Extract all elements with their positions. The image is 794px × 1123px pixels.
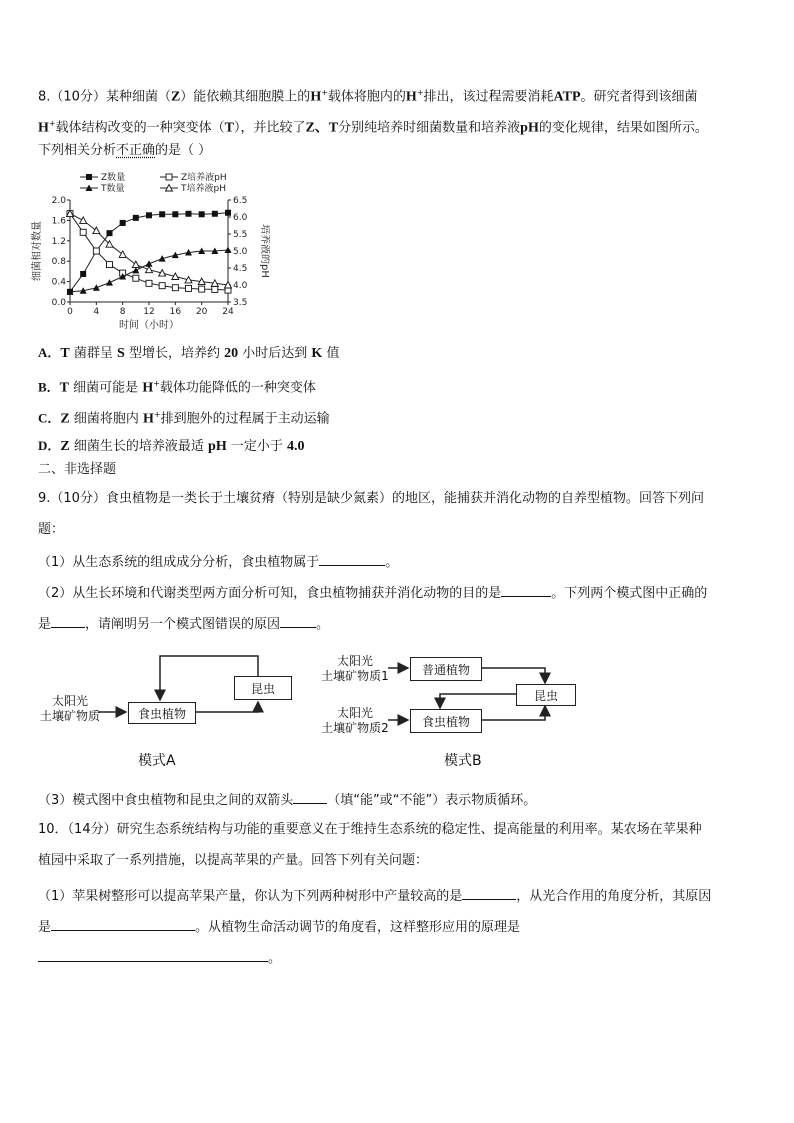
y-tick-label-right: 4.5 bbox=[233, 264, 248, 274]
y-axis-label-left: 细菌相对数量 bbox=[32, 221, 43, 281]
x-tick-label: 8 bbox=[119, 307, 126, 317]
y-tick-label-left: 0.0 bbox=[51, 298, 66, 308]
q8-line1 bbox=[38, 84, 756, 106]
text: H bbox=[38, 120, 49, 136]
text: T bbox=[224, 120, 234, 136]
answer-blank[interactable] bbox=[51, 614, 85, 628]
diagram-b-label: 模式B bbox=[444, 753, 482, 769]
legend-label: Z培养液pH bbox=[181, 173, 227, 183]
q8-line2 bbox=[38, 115, 756, 137]
diagram-a-inputs bbox=[40, 694, 100, 724]
legend-label: T培养液pH bbox=[181, 184, 226, 194]
text: pH bbox=[520, 120, 539, 136]
text: ）能依赖其细胞膜上的 bbox=[180, 89, 311, 105]
text: 载体将胞内的 bbox=[327, 89, 406, 105]
diagram-b-inputs-2 bbox=[320, 706, 390, 736]
option-letter: A． bbox=[38, 345, 61, 360]
carnivorous-plant-box: 食虫植物 bbox=[410, 709, 482, 733]
data-point bbox=[159, 283, 165, 289]
q9-part2-line2 bbox=[38, 614, 756, 634]
text: 太阳光 bbox=[336, 706, 373, 720]
text: ATP bbox=[553, 89, 581, 105]
option-letter: C． bbox=[38, 410, 61, 426]
insect-box: 昆虫 bbox=[516, 684, 576, 706]
text: 20 bbox=[224, 346, 239, 361]
text: 的变化规律，结果如图所示。 bbox=[538, 120, 708, 136]
x-tick-label: 16 bbox=[169, 307, 182, 317]
bacteria-ph-chart bbox=[30, 168, 270, 334]
section-heading: 二、非选择题 bbox=[38, 462, 117, 477]
text: 型增长，培养约 bbox=[128, 346, 220, 361]
text: H bbox=[405, 89, 417, 105]
data-point bbox=[146, 266, 153, 273]
text: （1）从生态系统的组成成分分析，食虫植物属于 bbox=[38, 555, 320, 570]
text: （3）模式图中食虫植物和昆虫之间的双箭头 bbox=[38, 793, 294, 808]
data-point bbox=[93, 248, 99, 254]
text: 。 bbox=[316, 617, 330, 632]
x-tick-label: 4 bbox=[93, 307, 100, 317]
option-b bbox=[38, 375, 756, 397]
y-tick-label-left: 0.8 bbox=[51, 257, 66, 268]
text: 下列相关分析 bbox=[38, 143, 117, 158]
option-letter: B． bbox=[38, 379, 60, 395]
text: T bbox=[59, 380, 70, 396]
text: 是 bbox=[38, 617, 52, 632]
superscript: + bbox=[48, 119, 56, 128]
q10-part1-line3 bbox=[38, 948, 756, 968]
data-point bbox=[80, 217, 87, 224]
x-tick-label: 12 bbox=[143, 307, 155, 317]
q9-part2-line1 bbox=[38, 583, 756, 603]
data-point bbox=[199, 286, 205, 292]
text: 8.（10分）某种细菌（ bbox=[38, 89, 171, 105]
text: 4.0 bbox=[287, 439, 305, 454]
data-point bbox=[212, 211, 218, 217]
data-point bbox=[212, 286, 218, 292]
data-point bbox=[120, 220, 126, 226]
data-point bbox=[186, 285, 192, 291]
data-point bbox=[93, 284, 100, 291]
superscript: + bbox=[416, 88, 424, 97]
answer-blank[interactable] bbox=[51, 917, 195, 931]
q8-line3 bbox=[38, 142, 756, 160]
text: ，从光合作用的角度分析，其原因 bbox=[516, 889, 712, 904]
q9-line1: 9.（10分）食虫植物是一类长于土壤贫瘠（特别是缺少氮素）的地区，能捕获并消化动物的自养型植物。回答下列问 bbox=[38, 491, 704, 506]
q10-part1-line1 bbox=[38, 886, 756, 906]
y-tick-label-right: 4.0 bbox=[233, 281, 248, 291]
answer-blank[interactable] bbox=[319, 552, 385, 566]
superscript: + bbox=[153, 410, 161, 419]
text: 是 bbox=[38, 920, 52, 935]
answer-blank[interactable] bbox=[280, 614, 316, 628]
text: H bbox=[142, 380, 154, 396]
text: T bbox=[60, 346, 70, 361]
legend-label: T数量 bbox=[101, 184, 125, 194]
text: S bbox=[117, 346, 125, 361]
y-tick-label-right: 6.5 bbox=[233, 196, 248, 206]
text: 土壤矿物质2 bbox=[321, 721, 389, 735]
data-point bbox=[146, 212, 152, 218]
emphasis-text: 不正确 bbox=[116, 143, 156, 158]
chart-legend bbox=[80, 171, 227, 194]
y-tick-label-left: 0.4 bbox=[51, 277, 66, 288]
text: ），并比较了 bbox=[233, 120, 306, 136]
q10-part1-line2 bbox=[38, 917, 756, 937]
y-tick-label-left: 1.2 bbox=[51, 236, 66, 247]
text: 太阳光 bbox=[336, 654, 373, 668]
q9-part3 bbox=[38, 790, 756, 810]
text: Z bbox=[60, 439, 70, 454]
text: 。 bbox=[268, 951, 282, 966]
text: （2）从生长环境和代谢类型两方面分析可知，食虫植物捕获并消化动物的目的是 bbox=[38, 586, 502, 601]
option-c bbox=[38, 406, 756, 428]
text: 。研究者得到该细菌 bbox=[580, 89, 698, 105]
text: 细菌生长的培养液最适 bbox=[73, 439, 204, 454]
text: 排出，该过程需要消耗 bbox=[423, 89, 554, 105]
text: 载体结构改变的一种突变体（ bbox=[55, 120, 225, 136]
data-point bbox=[133, 275, 139, 281]
diagram-b-inputs-1 bbox=[320, 654, 390, 684]
option-a bbox=[38, 344, 756, 363]
text: 值 bbox=[326, 346, 340, 361]
data-point bbox=[186, 211, 192, 217]
diagram-a-label: 模式A bbox=[138, 753, 176, 769]
text: 。下列两个模式图中正确的 bbox=[551, 586, 708, 601]
q9-part1 bbox=[38, 552, 756, 572]
chart-series bbox=[67, 210, 232, 295]
text: H bbox=[310, 89, 322, 105]
data-point bbox=[225, 210, 231, 216]
data-point bbox=[107, 262, 113, 268]
data-point bbox=[146, 280, 152, 286]
data-point bbox=[107, 230, 113, 236]
x-tick-label: 0 bbox=[67, 307, 73, 317]
q10-line1: 10．（14分）研究生态系统结构与功能的重要意义在于维持生态系统的稳定性、提高能量的利用率。某农场在苹果种 bbox=[38, 822, 702, 837]
y-tick-label-right: 5.0 bbox=[233, 247, 248, 257]
normal-plant-box: 普通植物 bbox=[410, 657, 482, 681]
text: 太阳光 bbox=[51, 694, 88, 708]
text: 土壤矿物质1 bbox=[321, 669, 389, 683]
data-point bbox=[133, 215, 139, 221]
text: H bbox=[143, 411, 154, 427]
q9-line2: 题： bbox=[38, 522, 65, 537]
y-tick-label-right: 6.0 bbox=[233, 213, 248, 223]
text: （1）苹果树整形可以提高苹果产量，你认为下列两种树形中产量较高的是 bbox=[38, 889, 463, 904]
y-tick-label-right: 3.5 bbox=[233, 298, 248, 308]
text: 的是（ ） bbox=[155, 143, 212, 158]
q10-line2: 植园中采取了一系列措施，以提高苹果的产量。回答下列有关问题： bbox=[38, 853, 429, 868]
data-point bbox=[86, 174, 92, 180]
text: （填“能”或“不能”）表示物质循环。 bbox=[327, 793, 537, 808]
text: 细菌将胞内 bbox=[73, 411, 139, 427]
data-point bbox=[199, 211, 205, 217]
answer-blank[interactable] bbox=[501, 583, 551, 597]
text: K bbox=[311, 346, 323, 361]
answer-blank[interactable] bbox=[293, 790, 327, 804]
text: 土壤矿物质 bbox=[40, 709, 101, 723]
text: 。从植物生命活动调节的角度看，这样整形应用的原理是 bbox=[195, 920, 521, 935]
text: 。 bbox=[385, 555, 399, 570]
y-tick-label-right: 5.5 bbox=[233, 230, 248, 240]
text: 一定小于 bbox=[230, 439, 283, 454]
x-tick-label: 24 bbox=[222, 307, 234, 317]
text: Z、T bbox=[305, 120, 339, 136]
x-tick-label: 20 bbox=[195, 307, 208, 317]
y-axis-label-right: 培养液的pH bbox=[259, 224, 270, 278]
y-tick-label-left: 2.0 bbox=[51, 196, 66, 206]
data-point bbox=[159, 211, 165, 217]
data-point bbox=[166, 174, 172, 180]
data-point bbox=[80, 271, 86, 277]
y-tick-label-left: 1.6 bbox=[51, 216, 66, 227]
legend-label: Z数量 bbox=[101, 173, 126, 183]
text: Z bbox=[170, 89, 181, 105]
text: 排到胞外的过程属于主动运输 bbox=[160, 411, 330, 427]
diagram-b bbox=[320, 650, 590, 770]
answer-blank[interactable] bbox=[462, 886, 516, 900]
carnivorous-plant-box: 食虫植物 bbox=[128, 702, 196, 724]
text: 菌群呈 bbox=[73, 346, 113, 361]
text: 细菌可能是 bbox=[73, 380, 139, 396]
text: 小时后达到 bbox=[242, 346, 308, 361]
text: Z bbox=[60, 411, 70, 427]
text: ，请阐明另一个模式图错误的原因 bbox=[85, 617, 281, 632]
data-point bbox=[172, 211, 178, 217]
text: pH bbox=[208, 439, 227, 454]
insect-box: 昆虫 bbox=[234, 676, 292, 700]
superscript: + bbox=[153, 379, 160, 388]
data-point bbox=[172, 285, 178, 291]
x-axis-label: 时间（小时） bbox=[119, 320, 179, 331]
diagram-a bbox=[40, 650, 320, 770]
data-point bbox=[106, 279, 113, 286]
option-d bbox=[38, 437, 756, 456]
text: 分别纯培养时细菌数量和培养液 bbox=[338, 120, 521, 136]
option-letter: D． bbox=[38, 438, 61, 453]
answer-blank[interactable] bbox=[38, 948, 268, 962]
text: 载体功能降低的一种突变体 bbox=[159, 380, 316, 396]
superscript: + bbox=[321, 88, 328, 97]
data-point bbox=[80, 229, 86, 235]
